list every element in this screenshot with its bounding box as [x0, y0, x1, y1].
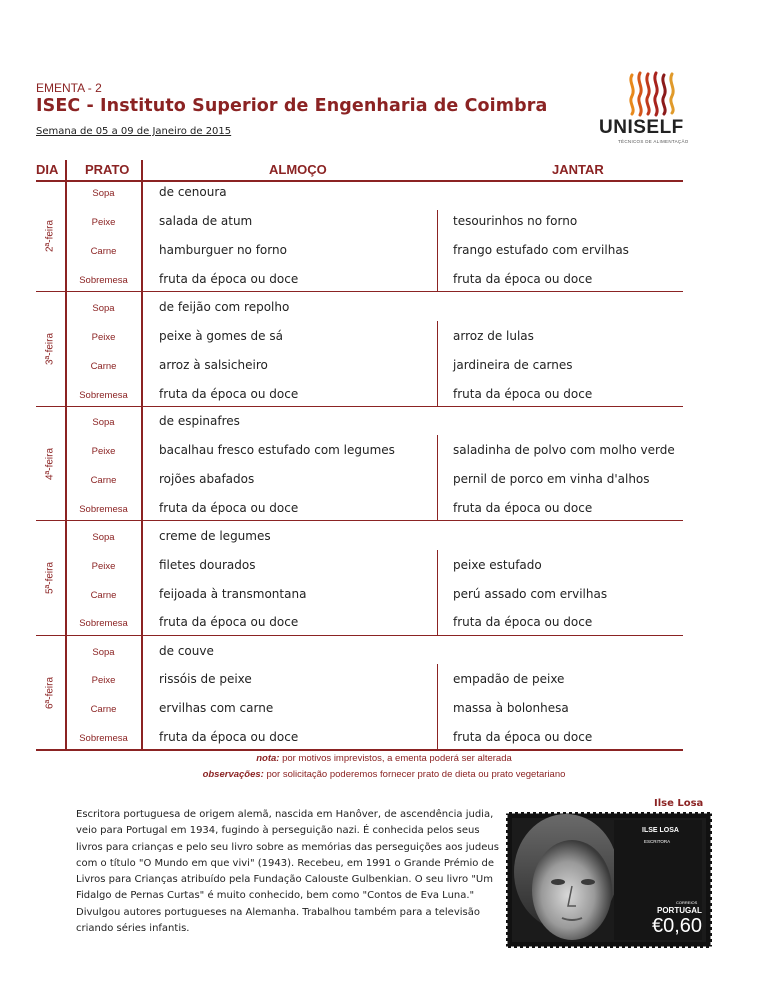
dish-type: Sopa: [92, 417, 115, 428]
dish-type: Carne: [90, 361, 117, 372]
week-range: Semana de 05 a 09 de Janeiro de 2015: [36, 126, 232, 137]
observations-text: por solicitação poderemos fornecer prato de dieta ou prato vegetariano: [266, 769, 566, 780]
dinner-item: empadão de peixe: [453, 672, 565, 686]
day-label: 5ª-feira: [44, 561, 56, 595]
day-label: 2ª-feira: [44, 219, 56, 253]
lunch-item: filetes dourados: [159, 558, 256, 572]
dinner-item: fruta da época ou doce: [453, 272, 593, 286]
dinner-item: fruta da época ou doce: [453, 615, 593, 629]
lunch-item: fruta da época ou doce: [159, 272, 299, 286]
lunch-item: creme de legumes: [159, 529, 271, 543]
day-label: 3ª-feira: [44, 332, 56, 366]
day-label-cell: [40, 292, 60, 406]
dinner-item: peixe estufado: [453, 558, 542, 572]
day-divider: [36, 635, 683, 636]
dish-type: Peixe: [91, 675, 116, 686]
stamp-role: ESCRITORA: [644, 839, 671, 844]
lunch-item: hamburguer no forno: [159, 243, 287, 257]
day-label-cell: [40, 407, 60, 520]
stamp-name: ILSE LOSA: [642, 827, 679, 834]
lunch-item: de espinafres: [159, 414, 240, 428]
stamp-value: €0,60: [652, 915, 703, 937]
dinner-item: tesourinhos no forno: [453, 214, 578, 228]
logo-name: UNISELF: [599, 117, 684, 138]
lunch-item: peixe à gomes de sá: [159, 329, 283, 343]
col-divider-meal: [437, 664, 438, 749]
dish-type: Sopa: [92, 303, 115, 314]
dish-type: Carne: [90, 704, 117, 715]
col-divider-prato: [141, 160, 143, 751]
lunch-item: arroz à salsicheiro: [159, 358, 268, 372]
dish-type: Sopa: [92, 188, 115, 199]
dish-type: Peixe: [91, 446, 116, 457]
dish-type: Sobremesa: [79, 733, 128, 744]
stamp-correios: CORREIOS: [676, 900, 698, 905]
page-title: ISEC - Instituto Superior de Engenharia de Coimbra: [36, 96, 548, 116]
day-label: 6ª-feira: [44, 676, 56, 709]
observations-label: observações:: [202, 769, 264, 780]
uniself-logo: [592, 70, 720, 150]
dinner-item: saladinha de polvo com molho verde: [453, 443, 675, 457]
dinner-item: massa à bolonhesa: [453, 701, 569, 715]
dish-type: Peixe: [91, 217, 116, 228]
lunch-item: bacalhau fresco estufado com legumes: [159, 443, 395, 457]
bio-name: Ilse Losa: [654, 798, 704, 809]
dinner-item: perú assado com ervilhas: [453, 587, 608, 601]
dinner-item: fruta da época ou doce: [453, 387, 593, 401]
observations-line: [0, 769, 768, 780]
lunch-item: fruta da época ou doce: [159, 730, 299, 744]
day-label-cell: [40, 636, 60, 749]
day-label: 4ª-feira: [44, 447, 56, 480]
dinner-item: frango estufado com ervilhas: [453, 243, 629, 257]
dish-type: Sobremesa: [79, 275, 128, 286]
dish-type: Sobremesa: [79, 504, 128, 515]
col-header-prato: PRATO: [85, 162, 130, 177]
uniself-logo-mark: [592, 70, 720, 120]
lunch-item: de cenoura: [159, 185, 227, 199]
dinner-item: arroz de lulas: [453, 329, 534, 343]
note-label: nota:: [256, 753, 280, 764]
dinner-item: fruta da época ou doce: [453, 501, 593, 515]
dish-type: Carne: [90, 475, 117, 486]
lunch-item: de feijão com repolho: [159, 300, 290, 314]
note-line: [0, 753, 768, 764]
dinner-item: jardineira de carnes: [453, 358, 573, 372]
stamp-country: PORTUGAL: [657, 906, 702, 915]
lunch-item: de couve: [159, 644, 214, 658]
dish-type: Sopa: [92, 647, 115, 658]
col-divider-meal: [437, 321, 438, 406]
dish-type: Sobremesa: [79, 618, 128, 629]
dinner-item: fruta da época ou doce: [453, 730, 593, 744]
col-header-almoco: ALMOÇO: [269, 162, 327, 177]
day-divider: [36, 520, 683, 521]
postage-stamp: [506, 812, 712, 948]
lunch-item: ervilhas com carne: [159, 701, 274, 715]
dish-type: Peixe: [91, 561, 116, 572]
col-divider-meal: [437, 550, 438, 635]
dish-type: Sopa: [92, 532, 115, 543]
note-text: por motivos imprevistos, a ementa poderá ser alterada: [282, 753, 512, 764]
logo-tagline: TÉCNICOS DE ALIMENTAÇÃO: [618, 139, 689, 144]
bio-text: Escritora portuguesa de origem alemã, nascida em Hanôver, de ascendência judia, veio para Portugal em 1934, fugindo à perseguição nazi. É conhecida pelos seus livros para crianças e pelo seu livro sobre as memórias das perseguições aos judeus com o título "O Mundo em que vivi" (1943). Recebeu, em 1991 o Grande Prémio de Livros para Crianças atribuído pela Fundação Calouste Gulbenkian. O seu livro "Um Fidalgo de Pernas Curtas" é muito conhecido, bem como "Contos de Eva Luna." Divulgou autores portugueses na Alemanha. Trabalhou também para a televisão criando séries infantis.: [76, 809, 499, 935]
table-top-border: [36, 180, 683, 182]
lunch-item: salada de atum: [159, 214, 253, 228]
dish-type: Sobremesa: [79, 390, 128, 401]
day-label-cell: [40, 521, 60, 635]
dinner-item: pernil de porco em vinha d'alhos: [453, 472, 650, 486]
lunch-item: rojões abafados: [159, 472, 255, 486]
table-bottom-border: [36, 749, 683, 751]
day-divider: [36, 406, 683, 407]
day-label-cell: [40, 181, 60, 291]
col-divider-meal: [437, 210, 438, 291]
col-divider-meal: [437, 435, 438, 520]
lunch-item: fruta da época ou doce: [159, 615, 299, 629]
menu-number: EMENTA - 2: [36, 81, 102, 95]
lunch-item: fruta da época ou doce: [159, 501, 299, 515]
col-header-dia: DIA: [36, 162, 59, 177]
lunch-item: rissóis de peixe: [159, 672, 252, 686]
lunch-item: fruta da época ou doce: [159, 387, 299, 401]
dish-type: Peixe: [91, 332, 116, 343]
dish-type: Carne: [90, 246, 117, 257]
dish-type: Carne: [90, 590, 117, 601]
lunch-item: feijoada à transmontana: [159, 587, 307, 601]
col-header-jantar: JANTAR: [552, 162, 604, 177]
day-divider: [36, 291, 683, 292]
